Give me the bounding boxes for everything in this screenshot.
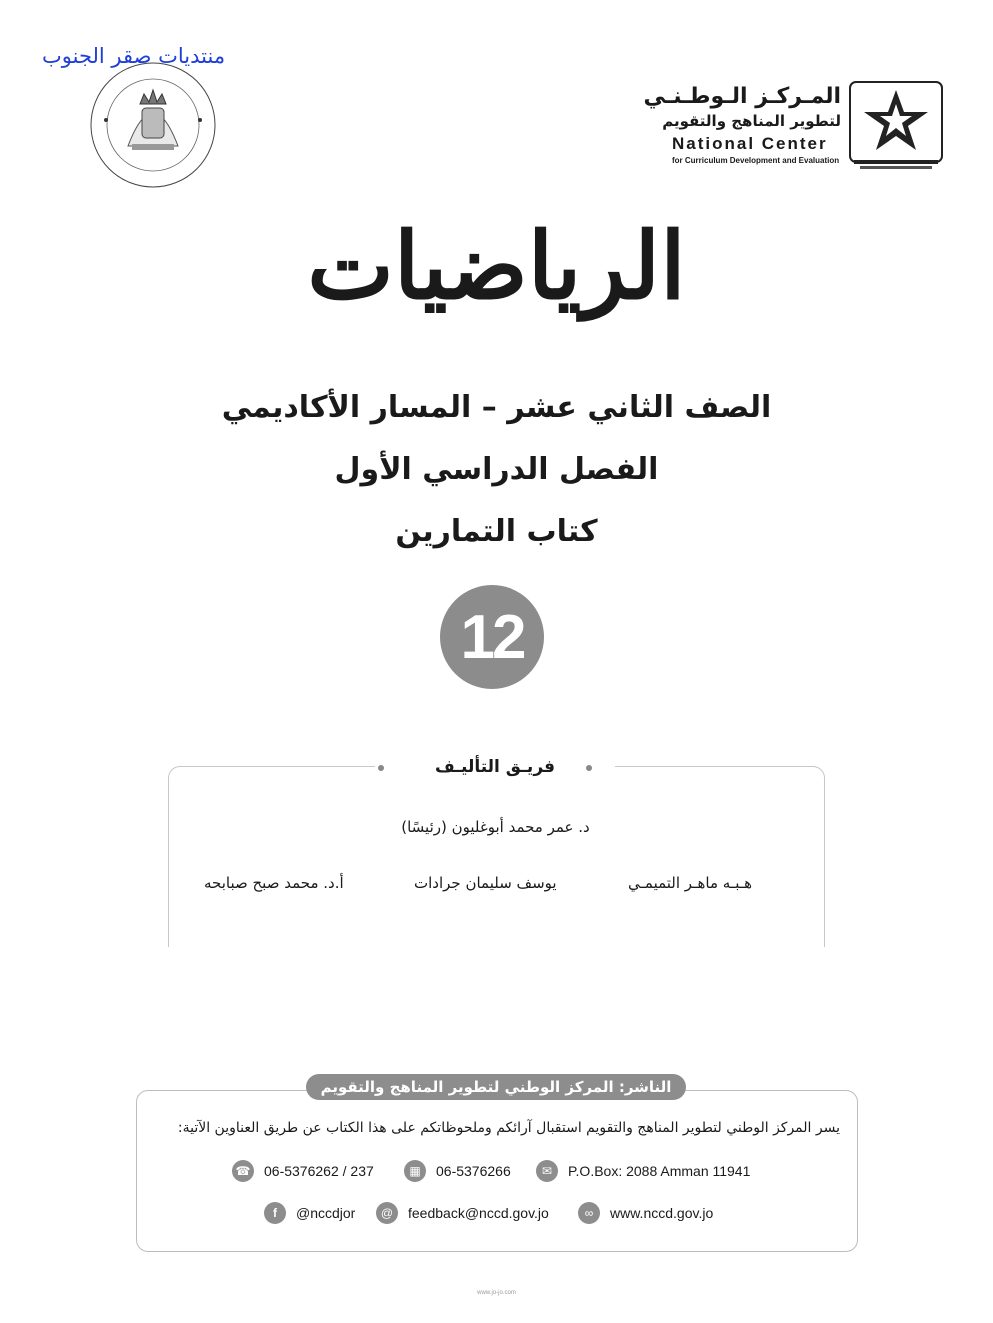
grade-badge: 12 [440, 585, 544, 689]
nccd-arabic-subtitle: لتطوير المناهج والتقويم [662, 112, 841, 130]
authors-heading-wrap [375, 752, 615, 782]
heading-dot-left [378, 765, 384, 771]
envelope-icon: ✉ [536, 1160, 558, 1182]
book-type-line: كتاب التمارين [395, 514, 598, 549]
publisher-heading: الناشر: المركز الوطني لتطوير المناهج والتقويم [306, 1074, 686, 1100]
pobox-address: P.O.Box: 2088 Amman 11941 [568, 1163, 751, 1179]
lead-author: د. عمر محمد أبوغليون (رئيسًا) [401, 818, 590, 836]
nccd-english-subtitle: for Curriculum Development and Evaluation [672, 156, 840, 165]
phone-icon: ☎ [232, 1160, 254, 1182]
author-name: أ.د. محمد صبح صبابحه [204, 874, 344, 892]
contact-facebook[interactable] [264, 1202, 355, 1224]
fax-number: 06-5376266 [436, 1163, 511, 1179]
authors-heading: فريـق التأليـف [434, 757, 556, 777]
facebook-icon: f [264, 1202, 286, 1224]
publisher-intro: يسر المركز الوطني لتطوير المناهج والتقويم استقبال آرائكم وملحوظاتكم على هذا الكتاب عن طريق العناوين الآتية: [177, 1120, 840, 1136]
nccd-arabic-name: المـركـز الـوطـنـي [643, 84, 841, 109]
author-name: يوسف سليمان جرادات [414, 874, 557, 892]
footer-source: www.jo-jo.com [477, 1290, 516, 1296]
facebook-handle[interactable]: @nccdjor [296, 1205, 356, 1221]
forum-watermark: منتديات صقر الجنوب [42, 44, 226, 68]
phone-number: 06-5376262 / 237 [264, 1163, 374, 1179]
contact-email[interactable] [376, 1202, 549, 1224]
semester-line: الفصل الدراسي الأول [334, 452, 659, 487]
authors-box [168, 766, 825, 947]
heading-dot-right [586, 765, 592, 771]
contact-fax [404, 1160, 511, 1182]
author-name: هـبـه ماهـر التميمـي [628, 874, 753, 892]
website-url[interactable]: www.nccd.gov.jo [610, 1205, 714, 1221]
fax-icon: ▦ [404, 1160, 426, 1182]
grade-track-line: الصف الثاني عشر – المسار الأكاديمي [221, 390, 772, 425]
contact-website[interactable] [578, 1202, 713, 1224]
contact-phone [232, 1160, 374, 1182]
contact-pobox [536, 1160, 750, 1182]
email-address[interactable]: feedback@nccd.gov.jo [408, 1205, 549, 1221]
link-icon: ∞ [578, 1202, 600, 1224]
at-sign-icon: @ [376, 1202, 398, 1224]
nccd-star-emblem-icon [848, 80, 944, 172]
nccd-english-name: National Center [672, 134, 828, 153]
jordan-crown-seal-icon [88, 60, 218, 190]
book-title: الرياضيات [307, 212, 686, 320]
